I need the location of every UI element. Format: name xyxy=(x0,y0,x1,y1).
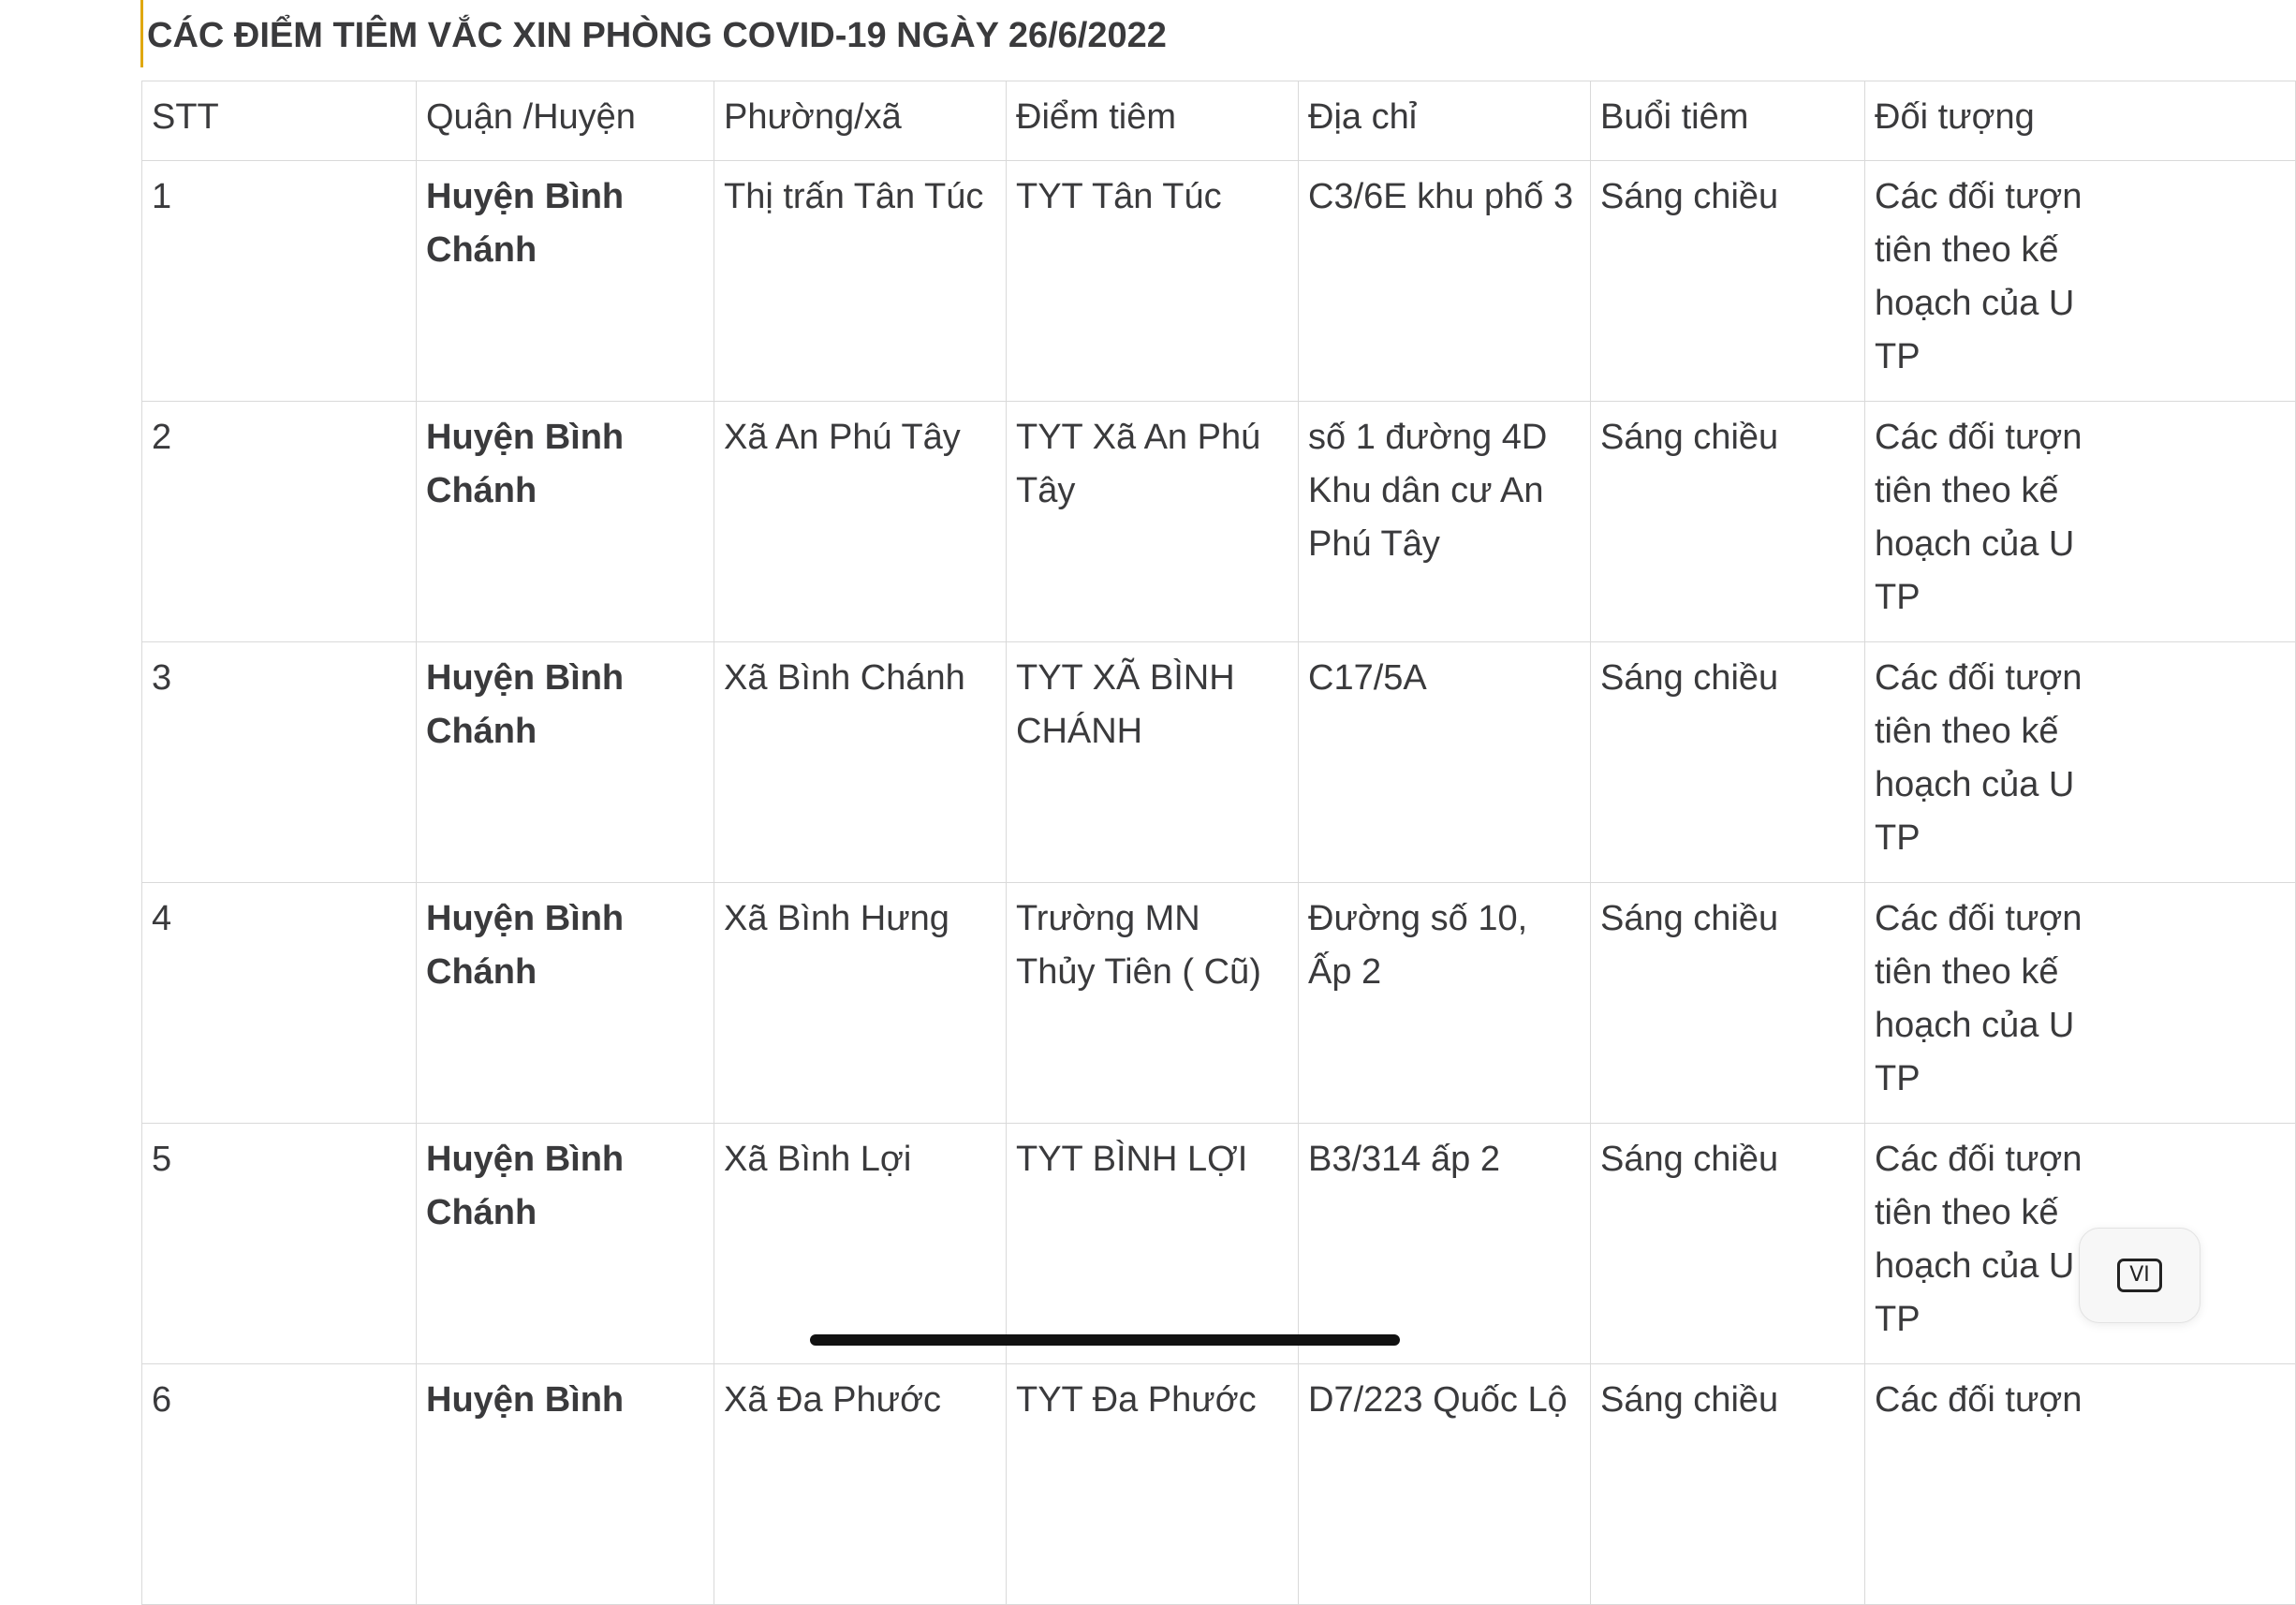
target-line: tiên theo kế xyxy=(1875,712,2059,751)
target-line: TP xyxy=(1875,337,1921,376)
cell-address: B3/314 ấp 2 xyxy=(1299,1124,1591,1364)
cell-ward: Thị trấn Tân Túc xyxy=(714,161,1007,402)
cell-target xyxy=(1865,161,2296,402)
cell-address: Đường số 10, Ấp 2 xyxy=(1299,883,1591,1124)
target-line: Các đối tượn xyxy=(1875,658,2083,698)
cell-stt: 2 xyxy=(142,402,417,642)
cell-target xyxy=(1865,883,2296,1124)
table-row xyxy=(142,642,2296,883)
cell-address: C17/5A xyxy=(1299,642,1591,883)
target-line: Các đối tượn xyxy=(1875,1380,2083,1420)
cell-site: TYT Đa Phước xyxy=(1007,1364,1299,1605)
cell-ward: Xã Đa Phước xyxy=(714,1364,1007,1605)
target-line: tiên theo kế xyxy=(1875,952,2059,992)
cell-address: số 1 đường 4D Khu dân cư An Phú Tây xyxy=(1299,402,1591,642)
cell-stt: 1 xyxy=(142,161,417,402)
table-row xyxy=(142,883,2296,1124)
target-line: Các đối tượn xyxy=(1875,418,2083,457)
header-site: Điểm tiêm xyxy=(1007,81,1299,161)
table-row xyxy=(142,1364,2296,1605)
header-stt: STT xyxy=(142,81,417,161)
cell-session: Sáng chiều xyxy=(1591,161,1865,402)
vaccination-sites-table xyxy=(141,81,2296,1605)
cell-site: TYT BÌNH LỢI xyxy=(1007,1124,1299,1364)
cell-district: Huyện Bình Chánh xyxy=(417,642,714,883)
cell-session: Sáng chiều xyxy=(1591,1124,1865,1364)
cell-district: Huyện Bình Chánh xyxy=(417,883,714,1124)
translate-icon: VI xyxy=(2117,1259,2162,1292)
target-line: TP xyxy=(1875,578,1921,617)
cell-site: TYT Tân Túc xyxy=(1007,161,1299,402)
cell-target xyxy=(1865,1364,2296,1605)
cell-ward: Xã Bình Chánh xyxy=(714,642,1007,883)
cell-address: D7/223 Quốc Lộ xyxy=(1299,1364,1591,1605)
cell-address: C3/6E khu phố 3 xyxy=(1299,161,1591,402)
cell-district: Huyện Bình Chánh xyxy=(417,161,714,402)
language-button[interactable] xyxy=(2079,1228,2200,1323)
table-row xyxy=(142,1124,2296,1364)
table-header-row xyxy=(142,81,2296,161)
header-target: Đối tượng xyxy=(1865,81,2296,161)
cell-session: Sáng chiều xyxy=(1591,883,1865,1124)
target-line: TP xyxy=(1875,818,1921,858)
cell-stt: 5 xyxy=(142,1124,417,1364)
header-ward: Phường/xã xyxy=(714,81,1007,161)
cell-target xyxy=(1865,402,2296,642)
cell-session: Sáng chiều xyxy=(1591,402,1865,642)
header-session: Buổi tiêm xyxy=(1591,81,1865,161)
target-line: hoạch của U xyxy=(1875,284,2075,323)
target-line: Các đối tượn xyxy=(1875,899,2083,938)
cell-ward: Xã Bình Hưng xyxy=(714,883,1007,1124)
table-row xyxy=(142,402,2296,642)
cell-ward: Xã An Phú Tây xyxy=(714,402,1007,642)
cell-session: Sáng chiều xyxy=(1591,642,1865,883)
header-district: Quận /Huyện xyxy=(417,81,714,161)
target-line: hoạch của U xyxy=(1875,1246,2075,1286)
cell-site: TYT XÃ BÌNH CHÁNH xyxy=(1007,642,1299,883)
target-line: TP xyxy=(1875,1300,1921,1339)
target-line: TP xyxy=(1875,1059,1921,1098)
cell-stt: 6 xyxy=(142,1364,417,1605)
table-row xyxy=(142,161,2296,402)
cell-site: TYT Xã An Phú Tây xyxy=(1007,402,1299,642)
cell-district: Huyện Bình xyxy=(417,1364,714,1605)
cell-stt: 4 xyxy=(142,883,417,1124)
target-line: hoạch của U xyxy=(1875,1006,2075,1045)
cell-target xyxy=(1865,642,2296,883)
cell-stt: 3 xyxy=(142,642,417,883)
target-line: tiên theo kế xyxy=(1875,471,2059,510)
cell-site: Trường MN Thủy Tiên ( Cũ) xyxy=(1007,883,1299,1124)
target-line: hoạch của U xyxy=(1875,524,2075,564)
vaccination-table-container[interactable] xyxy=(141,81,2083,1420)
target-line: tiên theo kế xyxy=(1875,1193,2059,1232)
cell-ward: Xã Bình Lợi xyxy=(714,1124,1007,1364)
target-line: tiên theo kế xyxy=(1875,230,2059,270)
target-line: Các đối tượn xyxy=(1875,1140,2083,1179)
home-indicator[interactable] xyxy=(810,1334,1400,1346)
cell-session: Sáng chiều xyxy=(1591,1364,1865,1605)
cell-district: Huyện Bình Chánh xyxy=(417,1124,714,1364)
header-address: Địa chỉ xyxy=(1299,81,1591,161)
cell-district: Huyện Bình Chánh xyxy=(417,402,714,642)
target-line: Các đối tượn xyxy=(1875,177,2083,216)
page-title: CÁC ĐIỂM TIÊM VẮC XIN PHÒNG COVID-19 NGÀY 26/6/2022 xyxy=(140,0,1167,67)
target-line: hoạch của U xyxy=(1875,765,2075,804)
